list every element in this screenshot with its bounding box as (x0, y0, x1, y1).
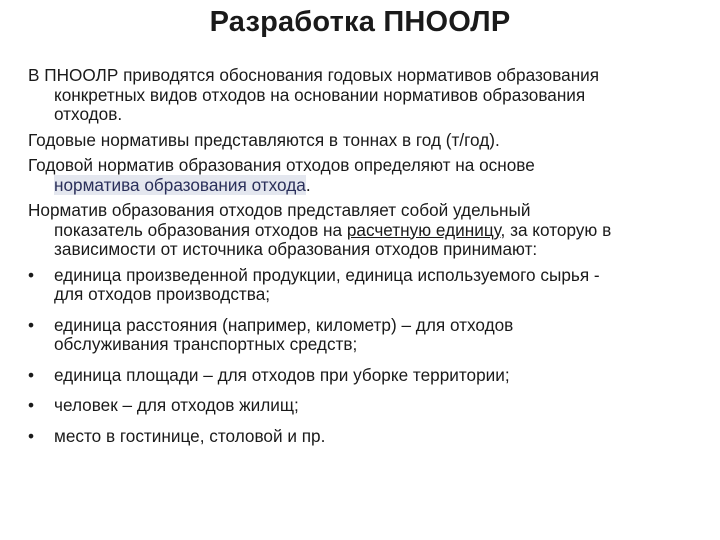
list-item-line: единица расстояния (например, километр) – для отходов (54, 314, 514, 335)
list-item-line: человек – для отходов жилищ; (54, 395, 299, 415)
text-segment: , за которую в (500, 219, 612, 240)
list-item-line: место в гостинице, столовой и пр. (54, 425, 326, 446)
paragraph-line (28, 221, 700, 241)
paragraph-line: В ПНООЛР приводятся обоснования годовых нормативов образования (28, 65, 600, 85)
slide-title: Разработка ПНООЛР (209, 6, 511, 38)
paragraph-line (28, 176, 700, 196)
calculation-units-list (28, 266, 700, 447)
bullet-icon: • (28, 364, 35, 385)
list-item (28, 396, 700, 416)
list-item-line: для отходов производства; (54, 284, 271, 304)
period: . (305, 174, 311, 195)
paragraph-line: Годовые нормативы представляются в тоннах в год (т/год). (28, 129, 500, 150)
bullet-icon: • (28, 395, 35, 415)
paragraph-annual-norms-justification (28, 66, 700, 125)
slide-body (28, 66, 700, 457)
bullet-icon: • (28, 264, 35, 285)
calculation-unit-term: расчетную единицу (346, 219, 501, 240)
waste-norm-link[interactable]: норматива образования отхода (54, 174, 306, 195)
bullet-icon: • (28, 314, 35, 335)
list-item-line: обслуживания транспортных средств; (54, 334, 358, 354)
list-item (28, 366, 700, 386)
paragraph-line: зависимости от источника образования отходов принимают: (54, 239, 538, 259)
paragraph-line: Годовой норматив образования отходов определяют на основе (28, 155, 535, 175)
paragraph-annual-norms-units (28, 131, 700, 151)
list-item (28, 316, 700, 355)
paragraph-line: отходов. (54, 104, 123, 124)
list-item-line: единица площади – для отходов при уборке территории; (54, 364, 510, 385)
list-item-line: единица произведенной продукции, единица используемого сырья - (54, 264, 600, 285)
paragraph-norm-definition (28, 201, 700, 260)
paragraph-line: Норматив образования отходов представляет собой удельный (28, 200, 531, 220)
list-item (28, 427, 700, 447)
paragraph-annual-norm-basis (28, 156, 700, 195)
list-item (28, 266, 700, 305)
paragraph-line: конкретных видов отходов на основании нормативов образования (54, 84, 586, 105)
bullet-icon: • (28, 425, 35, 446)
text-segment: показатель образования отходов на (54, 219, 347, 240)
